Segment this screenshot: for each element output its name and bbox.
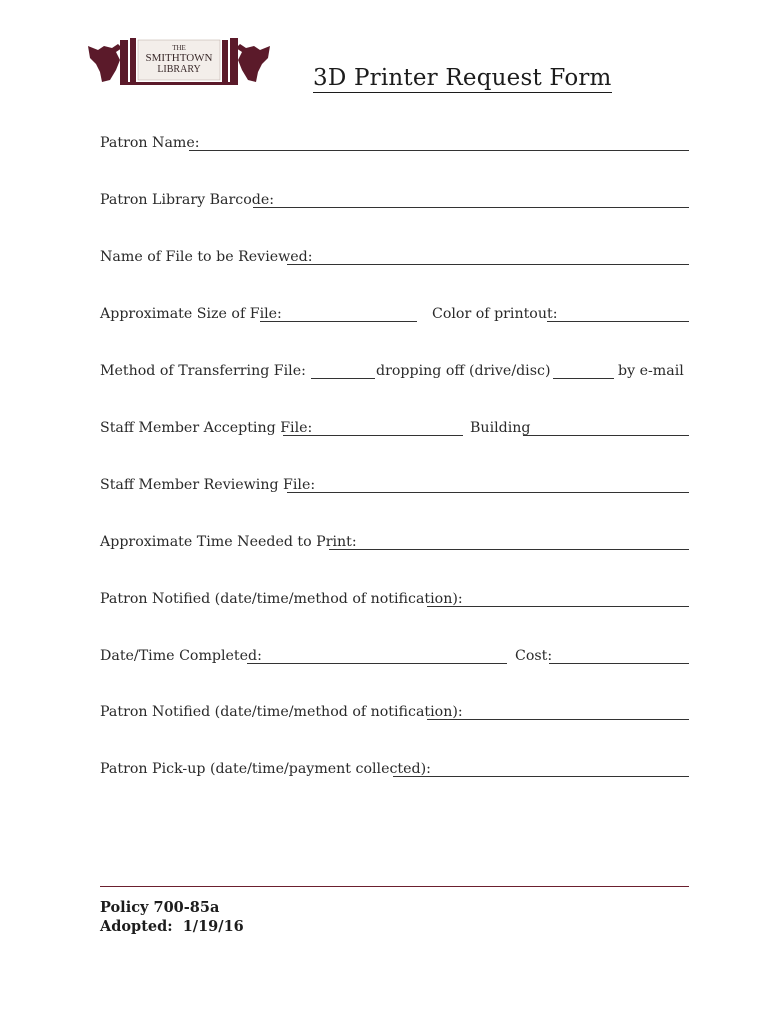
library-logo — [86, 36, 272, 88]
staff-accepting-label: Staff Member Accepting File: — [100, 420, 313, 436]
barcode-label: Patron Library Barcode: — [100, 192, 275, 208]
notified-1-field[interactable] — [427, 606, 689, 607]
barcode-row — [100, 190, 689, 212]
notified-row-2 — [100, 702, 689, 724]
cost-field[interactable] — [549, 663, 689, 664]
accepting-row — [100, 418, 689, 440]
staff-reviewing-label: Staff Member Reviewing File: — [100, 477, 316, 493]
method-email-blank[interactable] — [553, 378, 614, 379]
pickup-label: Patron Pick-up (date/time/payment collected): — [100, 761, 431, 777]
time-needed-row — [100, 532, 689, 554]
file-name-field[interactable] — [287, 264, 689, 265]
method-dropping-blank[interactable] — [311, 378, 375, 379]
barcode-field[interactable] — [253, 207, 689, 208]
file-size-label: Approximate Size of File: — [100, 306, 282, 322]
building-field[interactable] — [523, 435, 689, 436]
time-needed-field[interactable] — [329, 549, 689, 550]
policy-block — [100, 898, 244, 936]
logo-line1: THE — [172, 44, 186, 52]
notified-1-label: Patron Notified (date/time/method of notification): — [100, 591, 463, 607]
reviewing-row — [100, 475, 689, 497]
method-label: Method of Transferring File: — [100, 363, 306, 379]
staff-reviewing-field[interactable] — [287, 492, 689, 493]
color-label: Color of printout: — [432, 306, 558, 322]
method-row — [100, 361, 689, 383]
notified-2-field[interactable] — [427, 719, 689, 720]
footer-divider — [100, 886, 689, 887]
logo-line3: LIBRARY — [157, 64, 201, 75]
size-color-row — [100, 304, 689, 326]
staff-accepting-field[interactable] — [283, 435, 463, 436]
time-needed-label: Approximate Time Needed to Print: — [100, 534, 357, 550]
cost-label: Cost: — [515, 648, 553, 664]
notified-row-1 — [100, 589, 689, 611]
color-field[interactable] — [547, 321, 689, 322]
patron-name-label: Patron Name: — [100, 135, 200, 151]
notified-2-label: Patron Notified (date/time/method of notification): — [100, 704, 463, 720]
building-label: Building — [470, 420, 531, 436]
patron-name-field[interactable] — [189, 150, 689, 151]
file-name-row — [100, 247, 689, 269]
completed-label: Date/Time Completed: — [100, 648, 262, 664]
pickup-row — [100, 759, 689, 781]
completed-field[interactable] — [247, 663, 507, 664]
library-logo-graphic — [86, 36, 272, 88]
policy-number: Policy 700-85a — [100, 899, 220, 916]
logo-line2: SMITHTOWN — [145, 52, 213, 64]
file-name-label: Name of File to be Reviewed: — [100, 249, 313, 265]
form-title: 3D Printer Request Form — [313, 65, 612, 91]
completed-cost-row — [100, 646, 689, 668]
patron-name-row — [100, 133, 689, 155]
method-dropping-label: dropping off (drive/disc) — [376, 363, 551, 379]
adopted-date: Adopted: 1/19/16 — [100, 918, 244, 935]
pickup-field[interactable] — [393, 776, 689, 777]
method-email-label: by e-mail — [618, 363, 684, 379]
file-size-field[interactable] — [260, 321, 417, 322]
